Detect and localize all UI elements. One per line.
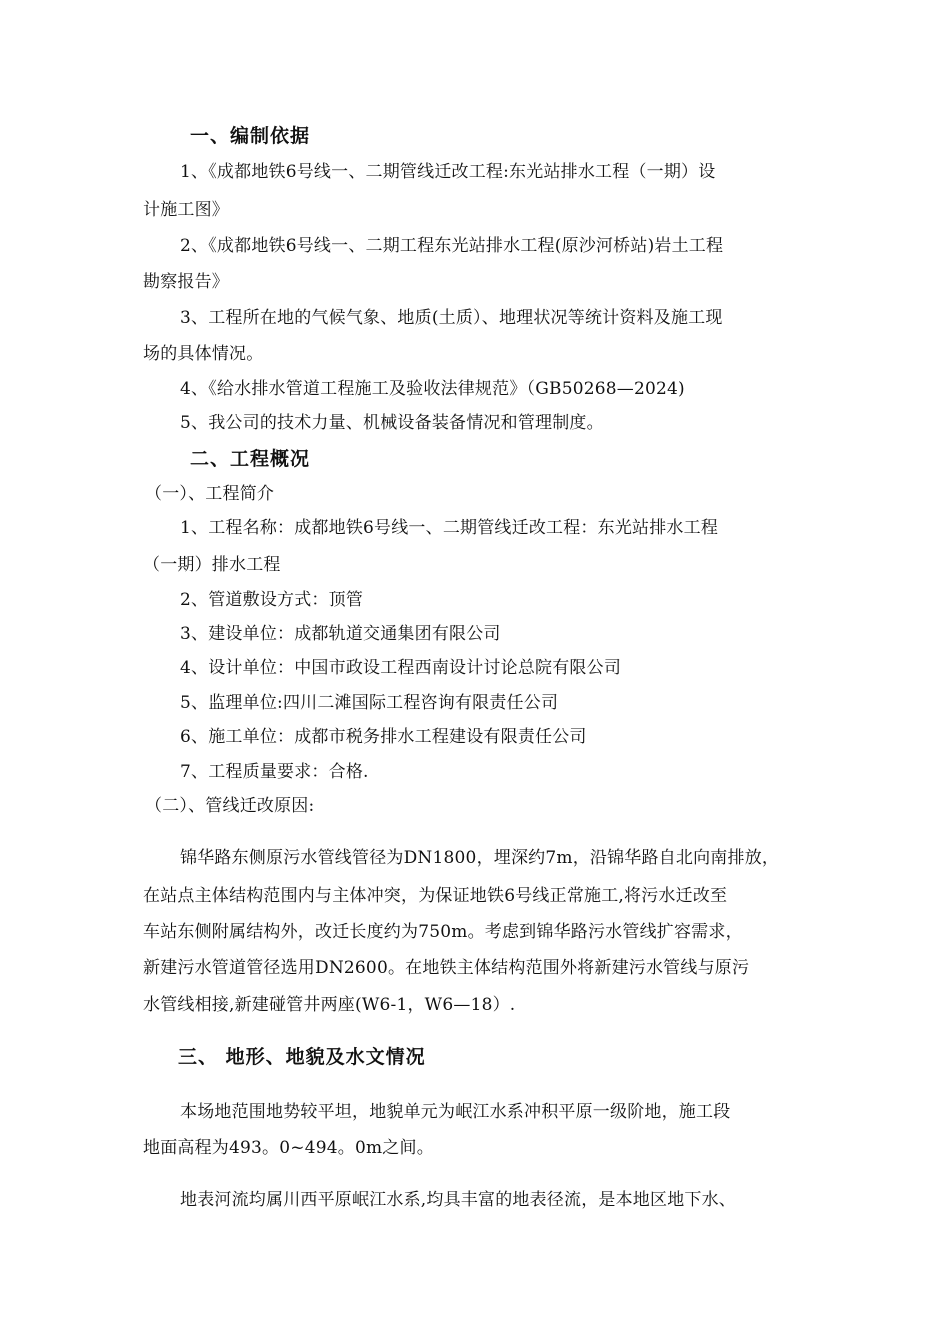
section1-item5: 5、我公司的技术力量、机械设备装备情况和管理制度。 — [180, 413, 604, 433]
section1-item1-line1: 1、《成都地铁6号线一、二期管线迁改工程:东光站排水工程（一期）设 — [180, 162, 716, 182]
section2-item6: 6、施工单位：成都市税务排水工程建设有限责任公司 — [180, 727, 587, 747]
section2-item2: 2、管道敷设方式：顶管 — [180, 590, 364, 610]
section3-para1-line2: 地面高程为493。0~494。0m之间。 — [143, 1138, 434, 1158]
section1-item2-line2: 勘察报告》 — [143, 272, 229, 292]
section2-heading: 二、工程概况 — [190, 448, 311, 470]
section2-item7: 7、工程质量要求：合格. — [180, 762, 369, 782]
section1-item3-line1: 3、工程所在地的气候气象、地质(土质）、地理状况等统计资料及施工现 — [180, 308, 723, 328]
section2-item5: 5、监理单位:四川二滩国际工程咨询有限责任公司 — [180, 693, 559, 713]
section2-para-line1: 锦华路东侧原污水管线管径为DN1800，埋深约7m，沿锦华路自北向南排放， — [180, 848, 780, 868]
section1-item2-line1: 2、《成都地铁6号线一、二期工程东光站排水工程(原沙河桥站)岩土工程 — [180, 236, 724, 256]
section2-para-line5: 水管线相接,新建碰管井两座(W6-1，W6—18）. — [143, 995, 516, 1015]
section1-heading: 一、编制依据 — [190, 125, 311, 147]
section1-item4: 4、《给水排水管道工程施工及验收法律规范》（GB50268—2024) — [180, 379, 685, 399]
section2-para-line3: 车站东侧附属结构外，改迁长度约为750m。考虑到锦华路污水管线扩容需求， — [143, 922, 743, 942]
section2-sub2-heading: （二）、管线迁改原因: — [145, 796, 315, 816]
section2-item3: 3、建设单位：成都轨道交通集团有限公司 — [180, 624, 501, 644]
section1-item3-line2: 场的具体情况。 — [143, 344, 264, 364]
section2-item1-line1: 1、工程名称：成都地铁6号线一、二期管线迁改工程：东光站排水工程 — [180, 518, 719, 538]
section1-item1-line2: 计施工图》 — [143, 200, 229, 220]
section3-para2-line1: 地表河流均属川西平原岷江水系,均具丰富的地表径流，是本地区地下水、 — [180, 1190, 737, 1210]
section2-item4: 4、设计单位：中国市政设工程西南设计讨论总院有限公司 — [180, 658, 622, 678]
section2-item1-line2: （一期）排水工程 — [143, 555, 281, 575]
section3-heading: 三、 地形、地貌及水文情况 — [178, 1046, 426, 1068]
section2-sub1-heading: （一）、工程简介 — [145, 484, 275, 504]
section3-para1-line1: 本场地范围地势较平坦，地貌单元为岷江水系冲积平原一级阶地，施工段 — [180, 1102, 731, 1122]
section2-para-line4: 新建污水管道管径选用DN2600。在地铁主体结构范围外将新建污水管线与原污 — [143, 958, 750, 978]
section2-para-line2: 在站点主体结构范围内与主体冲突，为保证地铁6号线正常施工,将污水迁改至 — [143, 886, 728, 906]
